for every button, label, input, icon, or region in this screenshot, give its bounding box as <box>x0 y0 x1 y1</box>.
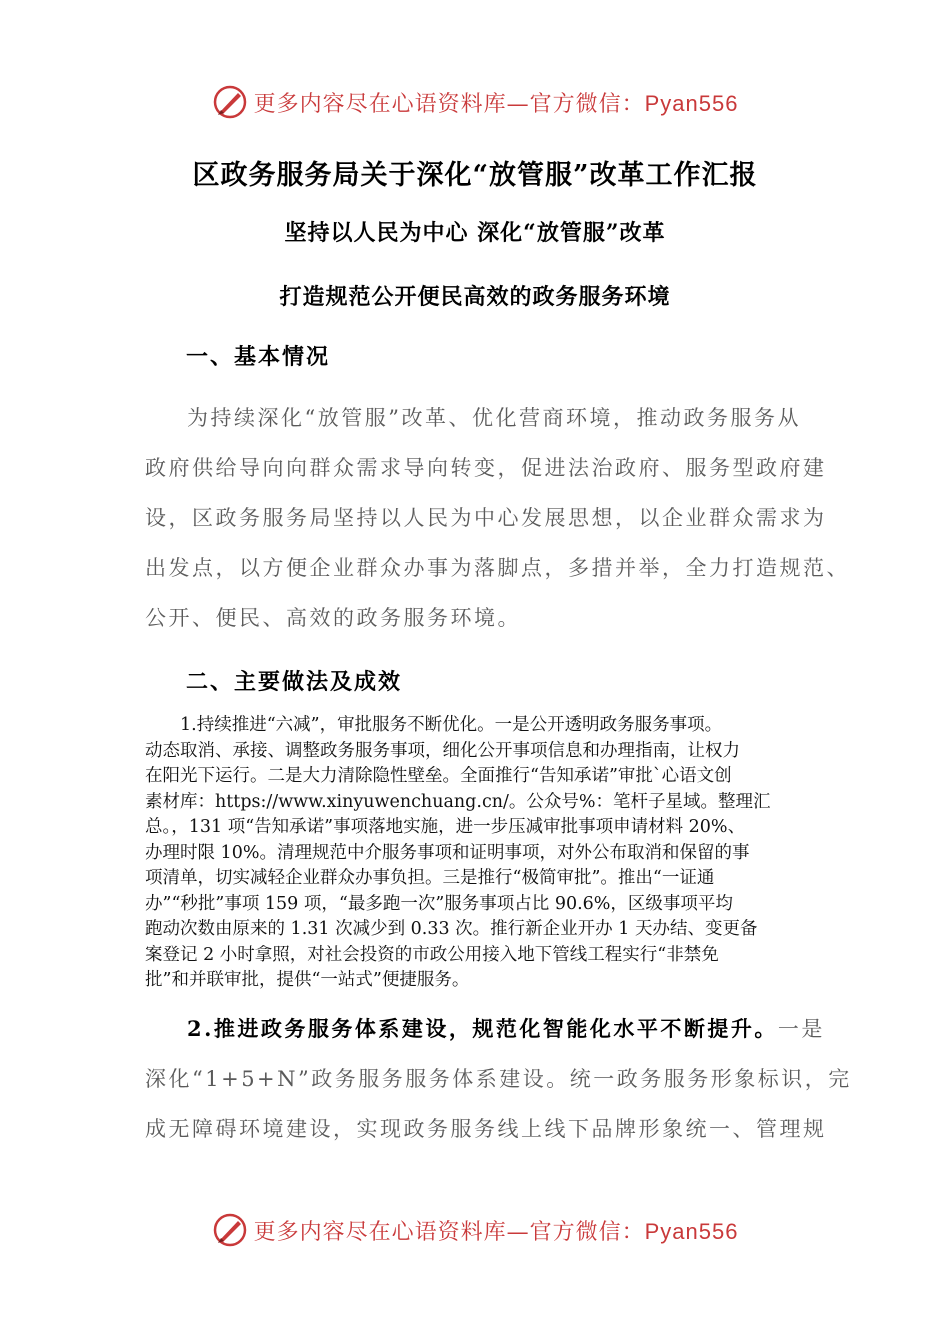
banner-text: 更多内容尽在心语资料库—官方微信： <box>253 1219 645 1245</box>
banner-wechat-id: Pyan556 <box>644 1218 739 1244</box>
pen-logo-icon <box>212 1212 248 1248</box>
paragraph-line: 总。，131 项“告知承诺”事项落地实施，进一步压减审批事项申请材料 20%、 <box>145 817 746 837</box>
paragraph-line: 在阳光下运行。二是大力清除隐性壁垒。全面推行“告知承诺”审批`心语文创 <box>145 766 732 786</box>
paragraph-line: 项清单，切实减轻企业群众办事负担。三是推行“极简审批”。推出“一证通 <box>145 868 715 888</box>
document-title: 区政务服务局关于深化“放管服”改革工作汇报 <box>192 160 758 191</box>
footer-banner <box>0 1210 950 1250</box>
paragraph-line: 公开、便民、高效的政务服务环境。 <box>145 606 521 630</box>
document-subtitle-2: 打造规范公开便民高效的政务服务环境 <box>279 284 671 310</box>
paragraph-line: 设，区政务服务局坚持以人民为中心发展思想，以企业群众需求为 <box>145 506 827 530</box>
banner-text: 更多内容尽在心语资料库—官方微信： <box>253 91 645 117</box>
section-2-heading: 二、主要做法及成效 <box>186 669 403 695</box>
paragraph-line: 成无障碍环境建设，实现政务服务线上线下品牌形象统一、管理规 <box>145 1117 827 1141</box>
paragraph-line: 素材库：https://www.xinyuwenchuang.cn/。公众号%：笔杆子星域。整理汇 <box>145 791 771 812</box>
section-1-paragraph <box>145 393 850 643</box>
paragraph-line: 深化“1+5+N”政务服务服务体系建设。统一政务服务形象标识，完 <box>145 1067 852 1091</box>
pen-logo-icon <box>212 84 248 120</box>
section-2-item-1-paragraph <box>145 713 845 994</box>
paragraph-line: 动态取消、承接、调整政务服务事项，细化公开事项信息和办理指南，让权力 <box>145 740 740 761</box>
paragraph-line: 办”“秒批”事项 159 项，“最多跑一次”服务事项占比 90.6%，区级事项平均 <box>145 893 733 914</box>
section-2-item-2-paragraph <box>145 1004 852 1154</box>
header-banner <box>0 82 950 122</box>
paragraph-line: 出发点，以方便企业群众办事为落脚点，多措并举，全力打造规范、 <box>145 556 850 580</box>
paragraph-line: 跑动次数由原来的 1.31 次减少到 0.33 次。推行新企业开办 1 天办结、变更备 <box>145 919 758 939</box>
item-2-lead: 2.推进政务服务体系建设，规范化智能化水平不断提升。 <box>187 1016 778 1041</box>
paragraph-line: 1.持续推进“六减”，审批服务不断优化。一是公开透明政务服务事项。 <box>180 715 723 735</box>
paragraph-line: 为持续深化“放管服”改革、优化营商环境，推动政务服务从 <box>187 406 801 430</box>
document-subtitle-1: 坚持以人民为中心 深化“放管服”改革 <box>284 220 666 246</box>
item-2-lead-rest: 一是 <box>777 1017 825 1041</box>
paragraph-line: 政府供给导向向群众需求导向转变，促进法治政府、服务型政府建 <box>145 456 827 480</box>
section-1-heading: 一、基本情况 <box>186 344 331 370</box>
banner-wechat-id: Pyan556 <box>644 90 739 116</box>
paragraph-line: 办理时限 10%。清理规范中介服务事项和证明事项，对外公布取消和保留的事 <box>145 842 750 863</box>
paragraph-line: 批”和并联审批，提供“一站式”便捷服务。 <box>145 970 470 990</box>
paragraph-line: 案登记 2 小时拿照，对社会投资的市政公用接入地下管线工程实行“非禁免 <box>145 944 719 965</box>
